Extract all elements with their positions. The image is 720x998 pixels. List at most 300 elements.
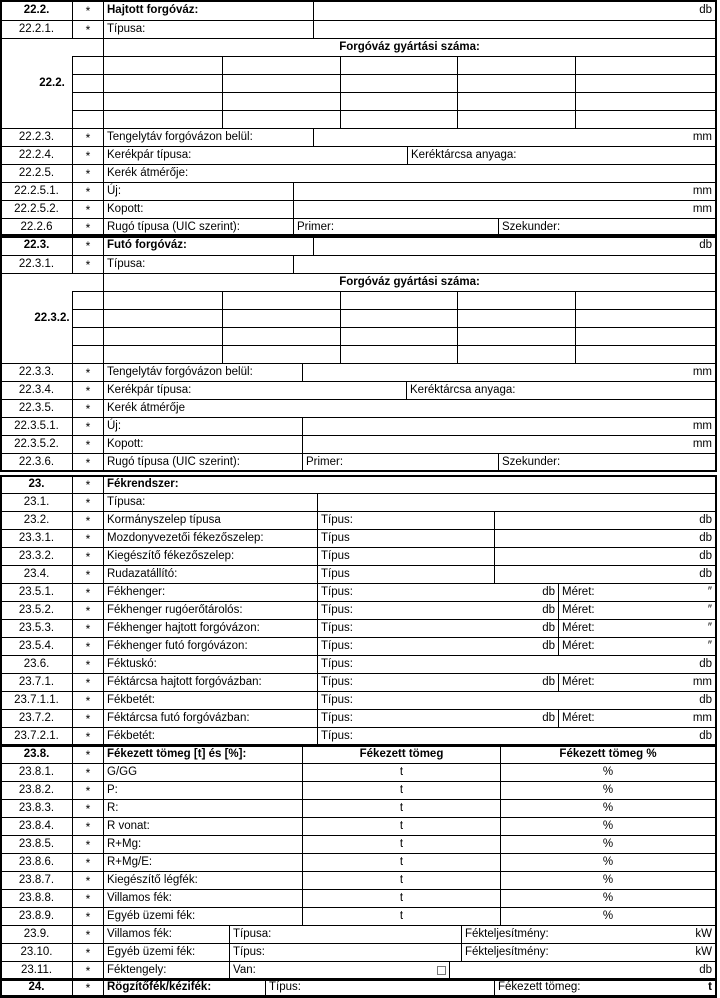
new-diameter-field-text: mm: [692, 184, 712, 197]
disc-label-text: Féktárcsa futó forgóvázban:: [107, 711, 250, 724]
component-count-field-text: db: [699, 549, 712, 562]
type-field[interactable]: [293, 255, 716, 273]
serial-number-field[interactable]: [103, 291, 222, 309]
section-title: [103, 1, 313, 20]
component-count-field-text: db: [699, 531, 712, 544]
cylinder-type-field[interactable]: [317, 601, 558, 619]
braked-mass-pct-field[interactable]: [500, 763, 716, 781]
serial-number-block: [0, 38, 716, 128]
size-unit: ″: [707, 639, 712, 652]
serial-number-field[interactable]: [575, 74, 716, 92]
item-number: [0, 781, 72, 799]
mandatory-marker: [72, 727, 103, 745]
braked-mass-pct-field-text: %: [602, 783, 614, 796]
mandatory-marker: [72, 943, 103, 961]
serial-number-field[interactable]: [103, 56, 222, 74]
item-number: [0, 20, 72, 38]
braked-mass-title-text: Fékezett tömeg [t] és [%]:: [107, 747, 247, 760]
disc-type-field[interactable]: [317, 673, 558, 691]
disc-label: [103, 709, 317, 727]
brake-block-row: [0, 655, 716, 673]
mandatory-marker: [72, 619, 103, 637]
item-number-text: 24.: [28, 980, 45, 993]
item-number: [0, 709, 72, 727]
secondary-spring-field[interactable]: [498, 453, 716, 471]
mandatory-marker: [72, 417, 103, 435]
braked-mass-field-text: t: [399, 801, 404, 814]
serial-number-field[interactable]: [103, 345, 222, 363]
mandatory-marker-text: *: [85, 184, 91, 199]
serial-number-field[interactable]: [340, 327, 457, 345]
braked-mass-pct-field-text: %: [602, 819, 614, 832]
component-type-field[interactable]: [317, 565, 494, 583]
serial-number-field[interactable]: [457, 327, 575, 345]
item-number: [0, 1, 72, 20]
parking-brake-mass-field[interactable]: [494, 979, 716, 997]
brake-shaft-count-field-text: db: [699, 963, 712, 976]
braked-mass-field[interactable]: [302, 853, 500, 871]
mandatory-marker-text: *: [85, 477, 91, 492]
braking-mode-label-text: R+Mg:: [107, 837, 142, 850]
item-number-text: 22.2.: [23, 4, 50, 17]
component-label-text: Kormányszelep típusa: [107, 513, 221, 526]
checkbox-icon[interactable]: [437, 966, 446, 975]
serial-title: [103, 273, 716, 291]
component-count-field[interactable]: [494, 529, 716, 547]
parking-brake-type-field-text: Típus:: [269, 980, 301, 993]
mandatory-marker: [72, 453, 103, 471]
item-number: [0, 961, 72, 979]
mandatory-marker-text: *: [85, 257, 91, 272]
serial-number-field[interactable]: [340, 309, 457, 327]
component-type-field[interactable]: [317, 529, 494, 547]
mandatory-marker-text: *: [85, 239, 91, 253]
cylinder-type-field[interactable]: [317, 583, 558, 601]
new-diameter-field[interactable]: [302, 417, 716, 435]
type-text: Típus:: [321, 603, 353, 616]
wheel-disc-material-field-text: Keréktárcsa anyaga:: [411, 148, 517, 161]
component-type-field[interactable]: [317, 547, 494, 565]
serial-number-field[interactable]: [457, 92, 575, 110]
serial-number-field[interactable]: [575, 110, 716, 128]
mandatory-marker-text: *: [85, 567, 91, 582]
brake-component-row: [0, 547, 716, 565]
new-diameter-label-text: Új:: [107, 419, 122, 432]
item-number: [0, 835, 72, 853]
count-field[interactable]: [313, 1, 716, 20]
brake-label-text: Villamos fék:: [107, 927, 172, 940]
new-diameter-row: [0, 417, 716, 435]
item-number-text: 22.2.6: [20, 220, 53, 233]
braked-mass-field[interactable]: [302, 781, 500, 799]
brake-type-field-text: Típus:: [233, 945, 265, 958]
braked-mass-pct-field[interactable]: [500, 835, 716, 853]
size-text: Méret:: [562, 621, 595, 634]
mandatory-marker: [72, 979, 103, 997]
item-number-text: 23.8.3.: [18, 801, 55, 814]
braked-mass-field[interactable]: [302, 907, 500, 925]
braked-mass-pct-field[interactable]: [500, 889, 716, 907]
item-number: [0, 236, 72, 255]
spring-type-label-text: Rugó típusa (UIC szerint):: [107, 455, 240, 468]
serial-number-field[interactable]: [575, 345, 716, 363]
wheelbase-field[interactable]: [302, 363, 716, 381]
secondary-spring-field[interactable]: [498, 218, 716, 236]
count-unit: db: [542, 603, 555, 616]
serial-number-field[interactable]: [103, 110, 222, 128]
serial-number-field[interactable]: [103, 92, 222, 110]
mandatory-marker-text: *: [85, 693, 91, 708]
serial-block-number-text: 22.3.2.: [34, 311, 70, 324]
serial-number-field[interactable]: [575, 309, 716, 327]
item-number-text: 22.3.4.: [18, 383, 55, 396]
component-count-field[interactable]: [494, 547, 716, 565]
brake-type-field[interactable]: [229, 925, 461, 943]
wheelbase-field[interactable]: [313, 128, 716, 146]
braking-mode-label: [103, 871, 302, 889]
mandatory-marker-text: *: [85, 639, 91, 654]
cylinder-label-text: Fékhenger:: [107, 585, 166, 598]
braked-mass-field[interactable]: [302, 763, 500, 781]
item-number-text: 23.3.2.: [18, 549, 55, 562]
serial-block-number-text: 22.2.: [39, 76, 65, 89]
serial-number-field[interactable]: [457, 345, 575, 363]
brake-power-field[interactable]: [461, 943, 716, 961]
serial-stub: [72, 74, 103, 92]
mandatory-marker-text: *: [85, 891, 91, 906]
braked-mass-pct-field[interactable]: [500, 781, 716, 799]
item-number: [0, 417, 72, 435]
serial-number-field[interactable]: [457, 110, 575, 128]
size-unit: mm: [692, 675, 712, 688]
mandatory-marker-text: *: [85, 166, 91, 181]
mandatory-marker-text: *: [85, 837, 91, 852]
wheelset-type-label-text: Kerékpár típusa:: [107, 383, 192, 396]
item-number: [0, 673, 72, 691]
item-number-text: 23.10.: [20, 945, 53, 958]
item-number-text: 23.8.4.: [18, 819, 55, 832]
disc-size-field[interactable]: [558, 709, 716, 727]
brake-cylinder-row: [0, 619, 716, 637]
serial-number-field[interactable]: [457, 74, 575, 92]
component-count-field[interactable]: [494, 511, 716, 529]
item-number-text: 22.3.3.: [18, 365, 55, 378]
mandatory-marker: [72, 745, 103, 763]
item-number: [0, 853, 72, 871]
item-number: [0, 817, 72, 835]
braking-mode-label-text: R+Mg/E:: [107, 855, 153, 868]
item-number: [0, 889, 72, 907]
new-diameter-field-text: mm: [692, 419, 712, 432]
mandatory-marker: [72, 128, 103, 146]
serial-number-field[interactable]: [575, 56, 716, 74]
mandatory-marker-text: *: [85, 765, 91, 780]
braked-mass-pct-col-header: [500, 745, 716, 763]
braked-mass-field-text: t: [399, 819, 404, 832]
section-header-brake-system: [0, 475, 716, 493]
brake-type-field[interactable]: [229, 943, 461, 961]
item-number-text: 22.2.4.: [18, 148, 55, 161]
primary-spring-field[interactable]: [302, 453, 498, 471]
mandatory-marker-text: *: [85, 585, 91, 600]
braking-mode-label: [103, 817, 302, 835]
parking-brake-type-field[interactable]: [265, 979, 494, 997]
serial-number-field[interactable]: [103, 309, 222, 327]
serial-number-field[interactable]: [222, 345, 340, 363]
item-number: [0, 907, 72, 925]
mandatory-marker: [72, 363, 103, 381]
item-number-text: 23.: [28, 477, 45, 490]
count-unit: db: [699, 693, 712, 706]
item-number: [0, 453, 72, 471]
mandatory-marker-text: *: [85, 148, 91, 163]
secondary-spring-field-text: Szekunder:: [502, 220, 561, 233]
serial-number-field[interactable]: [340, 110, 457, 128]
brake-label-text: Egyéb üzemi fék:: [107, 945, 196, 958]
component-label: [103, 547, 317, 565]
serial-stub: [72, 309, 103, 327]
cylinder-type-field[interactable]: [317, 619, 558, 637]
section-title-text: Hajtott forgóváz:: [107, 4, 199, 17]
brake-type-row: [0, 493, 716, 511]
item-number-text: 23.1.: [23, 495, 50, 508]
item-number: [0, 200, 72, 218]
component-type-field[interactable]: [317, 727, 716, 745]
braked-mass-pct-field-text: %: [602, 909, 614, 922]
brake-shaft-count-field[interactable]: [449, 961, 716, 979]
braked-mass-field[interactable]: [302, 799, 500, 817]
worn-diameter-field[interactable]: [293, 200, 716, 218]
mandatory-marker: [72, 673, 103, 691]
item-number: [0, 146, 72, 164]
wheelbase-label: [103, 128, 313, 146]
mandatory-marker-text: *: [85, 401, 91, 416]
braked-mass-pct-field[interactable]: [500, 817, 716, 835]
item-number-text: 22.2.5.1.: [14, 184, 59, 197]
braked-mass-pct-field[interactable]: [500, 907, 716, 925]
serial-number-field[interactable]: [103, 327, 222, 345]
serial-number-field[interactable]: [575, 327, 716, 345]
size-text: Méret:: [562, 675, 595, 688]
mandatory-marker-text: *: [85, 657, 91, 672]
braked-mass-pct-field[interactable]: [500, 853, 716, 871]
braked-mass-row: [0, 835, 716, 853]
mandatory-marker: [72, 907, 103, 925]
power-text: Fékteljesítmény:: [465, 927, 549, 940]
serial-stub: [72, 345, 103, 363]
braked-mass-pct-field-text: %: [602, 891, 614, 904]
mandatory-marker-text: *: [85, 437, 91, 452]
brake-pad-row: [0, 727, 716, 745]
item-number-text: 22.3.: [23, 239, 50, 252]
worn-diameter-label-text: Kopott:: [107, 437, 144, 450]
primary-spring-field-text: Primer:: [297, 220, 335, 233]
mandatory-marker-text: *: [85, 202, 91, 217]
serial-number-field[interactable]: [222, 110, 340, 128]
serial-number-field[interactable]: [222, 309, 340, 327]
serial-number-field[interactable]: [340, 291, 457, 309]
worn-diameter-field[interactable]: [302, 435, 716, 453]
serial-number-field[interactable]: [222, 327, 340, 345]
braked-mass-row: [0, 817, 716, 835]
worn-diameter-label-text: Kopott:: [107, 202, 144, 215]
serial-number-field[interactable]: [340, 74, 457, 92]
serial-number-field[interactable]: [103, 74, 222, 92]
serial-number-field[interactable]: [222, 92, 340, 110]
wheel-disc-material-field[interactable]: [407, 146, 716, 164]
size-text: Méret:: [562, 639, 595, 652]
serial-number-field[interactable]: [340, 92, 457, 110]
new-diameter-label: [103, 417, 302, 435]
cylinder-type-field[interactable]: [317, 637, 558, 655]
mandatory-marker: [72, 435, 103, 453]
section-title: [103, 236, 313, 255]
braked-mass-field[interactable]: [302, 835, 500, 853]
mandatory-marker-text: *: [85, 603, 91, 618]
component-label: [103, 565, 317, 583]
serial-number-field[interactable]: [222, 56, 340, 74]
brake-type-field[interactable]: [317, 493, 716, 511]
mandatory-marker-text: *: [85, 383, 91, 398]
item-number-text: 23.5.1.: [18, 585, 55, 598]
braked-mass-field[interactable]: [302, 889, 500, 907]
serial-number-field[interactable]: [457, 56, 575, 74]
component-label: [103, 511, 317, 529]
serial-number-field[interactable]: [575, 92, 716, 110]
component-type-field[interactable]: [317, 511, 494, 529]
type-field[interactable]: [313, 20, 716, 38]
item-number: [0, 218, 72, 236]
spring-type-label: [103, 218, 293, 236]
disc-size-field[interactable]: [558, 673, 716, 691]
cylinder-size-field[interactable]: [558, 601, 716, 619]
serial-stub: [72, 110, 103, 128]
section-header-sec223: [0, 236, 716, 255]
component-type-field[interactable]: [317, 691, 716, 709]
item-number-text: 23.7.1.1.: [14, 693, 59, 706]
serial-number-field[interactable]: [222, 291, 340, 309]
item-number: [0, 943, 72, 961]
brake-disc-trailing-row: [0, 709, 716, 727]
brake-cylinder-row: [0, 583, 716, 601]
braked-mass-pct-field-text: %: [602, 873, 614, 886]
serial-number-field[interactable]: [575, 291, 716, 309]
braking-mode-label-text: P:: [107, 783, 118, 796]
component-type-field-text: Típus:: [321, 513, 353, 526]
section-title: [103, 979, 265, 997]
new-diameter-label: [103, 182, 293, 200]
braked-mass-pct-field[interactable]: [500, 871, 716, 889]
item-number-text: 23.8.1.: [18, 765, 55, 778]
type-text: Típus:: [321, 729, 353, 742]
brake-shaft-present-field[interactable]: [229, 961, 449, 979]
braked-mass-row: [0, 853, 716, 871]
item-number: [0, 164, 72, 182]
wheel-disc-material-field[interactable]: [406, 381, 716, 399]
serial-number-field[interactable]: [222, 74, 340, 92]
type-label: [103, 20, 313, 38]
item-number-text: 22.3.6.: [18, 455, 55, 468]
secondary-spring-field-text: Szekunder:: [502, 455, 561, 468]
mandatory-marker: [72, 763, 103, 781]
wheelset-type-label: [103, 381, 406, 399]
type-label-text: Típusa:: [107, 257, 146, 270]
braked-mass-field[interactable]: [302, 871, 500, 889]
mandatory-marker: [72, 511, 103, 529]
mass-unit: t: [708, 980, 712, 993]
cylinder-label-text: Fékhenger futó forgóvázon:: [107, 639, 248, 652]
new-diameter-field[interactable]: [293, 182, 716, 200]
component-count-field[interactable]: [494, 565, 716, 583]
serial-number-field[interactable]: [457, 309, 575, 327]
spring-type-label: [103, 453, 302, 471]
braking-mode-label: [103, 853, 302, 871]
cylinder-size-field[interactable]: [558, 619, 716, 637]
brake-disc-driven-row: [0, 673, 716, 691]
mandatory-marker: [72, 709, 103, 727]
serial-number-field[interactable]: [457, 291, 575, 309]
mandatory-marker: [72, 961, 103, 979]
mandatory-marker-text: *: [85, 927, 91, 942]
component-type-field-text: Típus: [321, 531, 350, 544]
count-unit: db: [699, 729, 712, 742]
brake-pad-row: [0, 691, 716, 709]
braked-mass-pct-field[interactable]: [500, 799, 716, 817]
count-unit: db: [542, 621, 555, 634]
braked-mass-field[interactable]: [302, 817, 500, 835]
serial-stub: [72, 92, 103, 110]
component-type-field[interactable]: [317, 655, 716, 673]
worn-diameter-label: [103, 435, 302, 453]
item-number: [0, 979, 72, 997]
braked-mass-col-header-text: Fékezett tömeg: [359, 747, 444, 760]
mandatory-marker-text: *: [85, 220, 91, 235]
mandatory-marker: [72, 583, 103, 601]
cylinder-size-field[interactable]: [558, 637, 716, 655]
mandatory-marker-text: *: [85, 711, 91, 726]
cylinder-size-field[interactable]: [558, 583, 716, 601]
count-field[interactable]: [313, 236, 716, 255]
component-count-field-text: db: [699, 513, 712, 526]
serial-number-field[interactable]: [340, 56, 457, 74]
wheelbase-field-text: mm: [692, 130, 712, 143]
cylinder-label: [103, 619, 317, 637]
disc-type-field[interactable]: [317, 709, 558, 727]
serial-number-field[interactable]: [340, 345, 457, 363]
wheelbase-label-text: Tengelytáv forgóvázon belül:: [107, 130, 253, 143]
mandatory-marker: [72, 889, 103, 907]
brake-power-field[interactable]: [461, 925, 716, 943]
mandatory-marker-text: *: [85, 531, 91, 546]
mandatory-marker-text: *: [85, 945, 91, 960]
braking-mode-label: [103, 763, 302, 781]
component-label-text: Fékbetét:: [107, 729, 155, 742]
item-number-text: 23.4.: [23, 567, 50, 580]
size-text: Méret:: [562, 585, 595, 598]
item-number-text: 23.8.8.: [18, 891, 55, 904]
serial-stub: [72, 56, 103, 74]
component-label: [103, 529, 317, 547]
item-number: [0, 182, 72, 200]
type-text: Típus:: [321, 621, 353, 634]
braking-mode-label-text: Egyéb üzemi fék:: [107, 909, 196, 922]
count-unit: db: [542, 585, 555, 598]
item-number: [0, 763, 72, 781]
mandatory-marker: [72, 20, 103, 38]
wheelset-type-label-text: Kerékpár típusa:: [107, 148, 192, 161]
item-number-text: 23.8.7.: [18, 873, 55, 886]
primary-spring-field[interactable]: [293, 218, 498, 236]
